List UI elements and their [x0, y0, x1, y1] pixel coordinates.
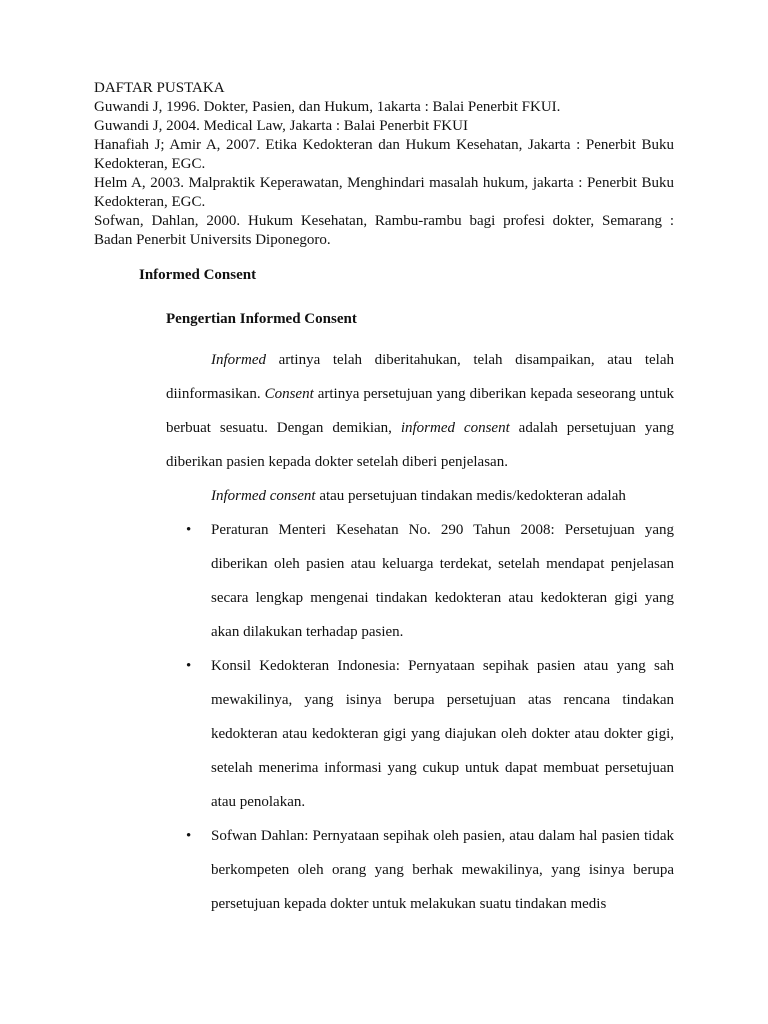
bibliography-entry: Guwandi J, 2004. Medical Law, Jakarta : Balai Penerbit FKUI — [94, 118, 468, 134]
bibliography-entry: Hanafiah J; Amir A, 2007. Etika Kedokteran dan Hukum Kesehatan, Jakarta : Penerbit Buku Kedokteran, EGC. — [94, 137, 674, 172]
paragraph-text: adalah persetujuan yang diberikan pasien kepada dokter setelah diberi penjelasan. — [166, 420, 674, 470]
bullet-icon: • — [186, 828, 192, 844]
definition-list — [166, 513, 674, 921]
section-title: Informed Consent — [139, 267, 257, 283]
bibliography-entry: Sofwan, Dahlan, 2000. Hukum Kesehatan, Rambu-rambu bagi profesi dokter, Semarang : Badan Penerbit Universits Diponegoro. — [94, 213, 674, 248]
italic-term: Consent — [264, 386, 314, 402]
italic-term: Informed consent — [211, 488, 316, 504]
list-item — [166, 819, 674, 921]
body-text — [166, 343, 674, 513]
paragraph-text: artinya persetujuan yang diberikan kepada seseorang untuk berbuat sesuatu. Dengan demikian, — [166, 386, 674, 436]
list-item-text: Sofwan Dahlan: Pernyataan sepihak oleh pasien, atau dalam hal pasien tidak berkompeten oleh orang yang berhak mewakilinya, yang isinya berupa persetujuan kepada dokter untuk melakukan suatu tindakan medis — [211, 828, 674, 912]
italic-term: informed consent — [400, 420, 510, 436]
list-item — [166, 513, 674, 649]
bibliography-entry: Helm A, 2003. Malpraktik Keperawatan, Menghindari masalah hukum, jakarta : Penerbit Buku Kedokteran, EGC. — [94, 175, 674, 210]
paragraph-text: atau persetujuan tindakan medis/kedokteran adalah — [315, 488, 626, 504]
bullet-icon: • — [186, 522, 192, 538]
list-item — [166, 649, 674, 819]
bullet-icon: • — [186, 658, 192, 674]
definition-paragraph — [166, 343, 674, 479]
bibliography-heading: DAFTAR PUSTAKA — [94, 80, 225, 96]
intro-paragraph — [166, 479, 674, 513]
italic-term: Informed — [211, 352, 266, 368]
section-subtitle: Pengertian Informed Consent — [166, 311, 357, 327]
paragraph-text: artinya telah diberitahukan, telah disampaikan, atau telah diinformasikan. — [166, 352, 674, 402]
bibliography-entry: Guwandi J, 1996. Dokter, Pasien, dan Hukum, 1akarta : Balai Penerbit FKUI. — [94, 99, 561, 115]
list-item-text: Peraturan Menteri Kesehatan No. 290 Tahun 2008: Persetujuan yang diberikan oleh pasien atau keluarga terdekat, setelah mendapat penjelasan secara lengkap mengenai tindakan kedokteran atau kedokteran gigi yang akan dilakukan terhadap pasien. — [211, 522, 674, 640]
list-item-text: Konsil Kedokteran Indonesia: Pernyataan sepihak pasien atau yang sah mewakilinya, yang isinya berupa persetujuan atas rencana tindakan kedokteran atau kedokteran gigi yang diajukan oleh dokter atau dokter gigi, setelah menerima informasi yang cukup untuk dapat membuat persetujuan atau penolakan. — [211, 658, 674, 810]
